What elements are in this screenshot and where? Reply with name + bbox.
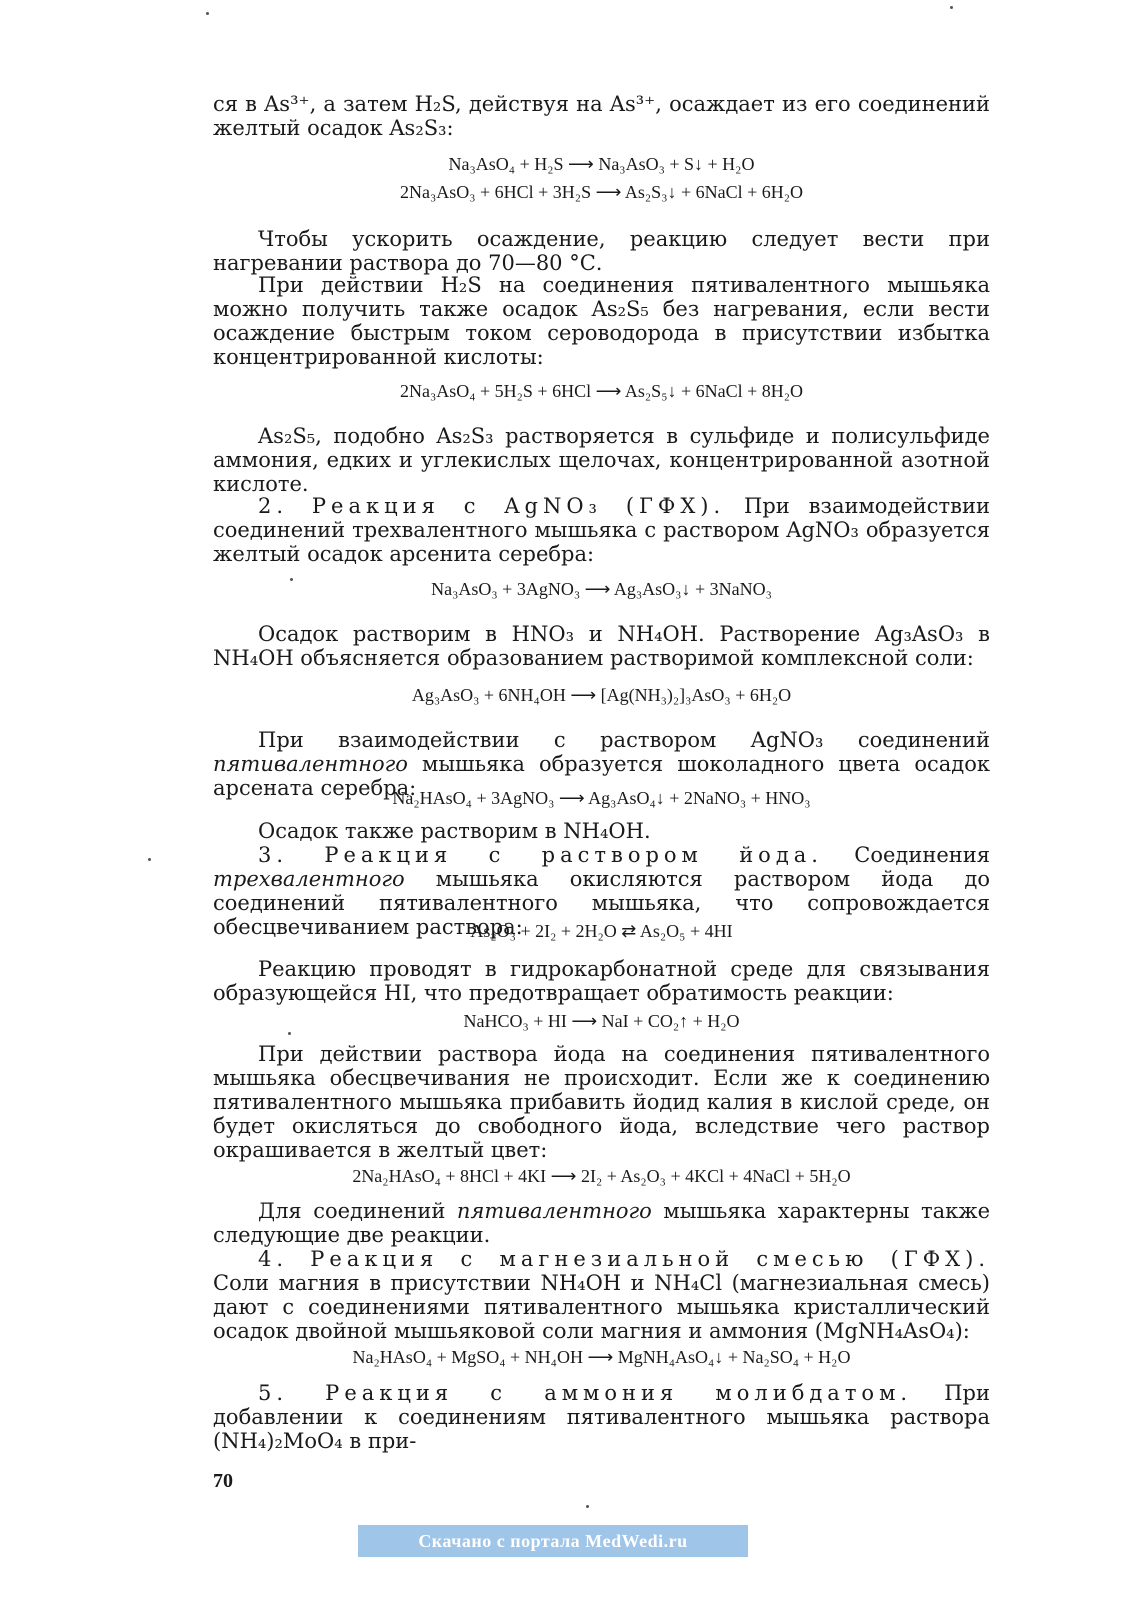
section-heading-2: 2. Реакция с AgNO₃ (ГФХ). (258, 494, 726, 518)
paragraph-11 (213, 1042, 990, 1162)
paragraph-14 (213, 1381, 990, 1453)
paragraph-4 (213, 424, 990, 496)
paragraph-text: Реакцию проводят в гидрокарбонатной среде для связывания образующейся HI, что предотвращает обратимость реакции: (213, 957, 990, 1005)
paragraph-text: As₂S₅, подобно As₂S₃ растворяется в сульфиде и полисульфиде аммония, едких и углекислых щелочах, концентрированной азотной кислоте. (213, 424, 990, 496)
text-run: мышьяка образуется шоколадного цвета осадок арсената серебра: (213, 752, 990, 800)
paragraph-12 (213, 1199, 990, 1247)
equation-8: NaHCO₃ + HI ⟶ NaI + CO₂↑ + H₂O (463, 1011, 740, 1031)
page-number: 70 (213, 1470, 233, 1492)
paragraph-body: При взаимодействии соединений трехвалентного мышьяка с раствором AgNO₃ образуется желтый осадок арсенита серебра: (213, 494, 990, 566)
equation-1: Na₃AsO₄ + H₂S ⟶ Na₃AsO₃ + S↓ + H₂O (448, 154, 755, 174)
equation-6: Na₂HAsO₄ + 3AgNO₃ ⟶ Ag₃AsO₄↓ + 2NaNO₃ + HNO₃ (392, 788, 811, 808)
scan-speck (206, 12, 209, 15)
paragraph-13 (213, 1247, 990, 1343)
scan-speck (290, 578, 293, 581)
paragraph-3 (213, 273, 990, 369)
equation-2: 2Na₃AsO₃ + 6HCl + 3H₂S ⟶ As₂S₃↓ + 6NaCl + 6H₂O (399, 182, 804, 202)
paragraph-10 (213, 957, 990, 1005)
paragraph-6 (213, 622, 990, 670)
paragraph-text (213, 1199, 990, 1247)
equation-4: Na₃AsO₃ + 3AgNO₃ ⟶ Ag₃AsO₃↓ + 3NaNO₃ (431, 579, 772, 599)
paragraph-text: Чтобы ускорить осаждение, реакцию следует вести при нагревании раствора до 70—80 °С. (213, 227, 990, 275)
paragraph-text: При действии H₂S на соединения пятивалентного мышьяка можно получить также осадок As₂S₅ без нагревания, если вести осаждение быстрым током сероводорода в присутствии избытка концентрированной кислоты: (213, 273, 990, 369)
section-heading-3: 3. Реакция с раствором йода. (258, 843, 823, 867)
paragraph-text: ся в As³⁺, а затем H₂S, действуя на As³⁺, осаждает из его соединений желтый осадок As₂S₃: (213, 92, 990, 140)
section-heading-4: 4. Реакция с магнезиальной смесью (ГФХ). (258, 1247, 990, 1271)
equation-3: 2Na₃AsO₄ + 5H₂S + 6HCl ⟶ As₂S₅↓ + 6NaCl + 8H₂O (399, 381, 804, 401)
text-run: Для соединений (258, 1199, 457, 1223)
scan-speck (148, 858, 151, 861)
section-heading-5: 5. Реакция с аммония молибдатом. (258, 1381, 913, 1405)
equation-5: Ag₃AsO₃ + 6NH₄OH ⟶ [Ag(NH₃)₂]₃AsO₃ + 6H₂O (411, 685, 792, 705)
italic-text: трехвалентного (213, 867, 405, 891)
paragraph-text (213, 1247, 990, 1343)
paragraph-8 (213, 819, 990, 843)
text-run: При взаимодействии с раствором AgNO₃ соединений (258, 728, 990, 752)
paragraph-5 (213, 494, 990, 566)
paragraph-text: Осадок также растворим в NH₄OH. (258, 819, 651, 843)
paragraph-body: При добавлении к соединениям пятивалентного мышьяка раствора (NH₄)₂MoO₄ в при- (213, 1381, 990, 1453)
banner-text: Скачано с портала MedWedi.ru (418, 1530, 688, 1551)
paragraph-text: При действии раствора йода на соединения пятивалентного мышьяка обесцвечивания не происходит. Если же к соединению пятивалентного мышьяка прибавить йодид калия в кислой среде, он будет окисляться до свободного йода, вследствие чего раствор окрашивается в желтый цвет: (213, 1042, 990, 1162)
paragraph-2 (213, 227, 990, 275)
paragraph-text (213, 1381, 990, 1453)
paragraph-text: Осадок растворим в HNO₃ и NH₄OH. Растворение Ag₃AsO₃ в NH₄OH объясняется образованием растворимой комплексной соли: (213, 622, 990, 670)
italic-text: пятивалентного (213, 752, 408, 776)
scan-speck (586, 1505, 589, 1508)
italic-text: пятивалентного (456, 1199, 652, 1223)
scan-speck (950, 6, 953, 9)
text-run: мышьяка характерны также следующие две реакции. (213, 1199, 990, 1247)
scan-speck (288, 1032, 291, 1035)
paragraph-1 (213, 92, 990, 140)
text-run: мышьяка окисляются раствором йода до соединений пятивалентного мышьяка, что сопровождается обесцвечиванием раствора: (213, 867, 990, 939)
paragraph-body: Соли магния в присутствии NH₄OH и NH₄Cl (магнезиальная смесь) дают с соединениями пятивалентного мышьяка кристаллический осадок двойной мышьяковой соли магния и аммония (MgNH₄AsO₄): (213, 1271, 990, 1343)
equation-9: 2Na₂HAsO₄ + 8HCl + 4KI ⟶ 2I₂ + As₂O₃ + 4KCl + 4NaCl + 5H₂O (352, 1166, 851, 1186)
text-run: Соединения (822, 843, 991, 867)
paragraph-text (213, 494, 990, 566)
equation-7: As₂O₃ + 2I₂ + 2H₂O ⇄ As₂O₅ + 4HI (470, 921, 733, 941)
equation-10: Na₂HAsO₄ + MgSO₄ + NH₄OH ⟶ MgNH₄AsO₄↓ + Na₂SO₄ + H₂O (352, 1347, 851, 1367)
download-banner[interactable] (358, 1525, 748, 1557)
